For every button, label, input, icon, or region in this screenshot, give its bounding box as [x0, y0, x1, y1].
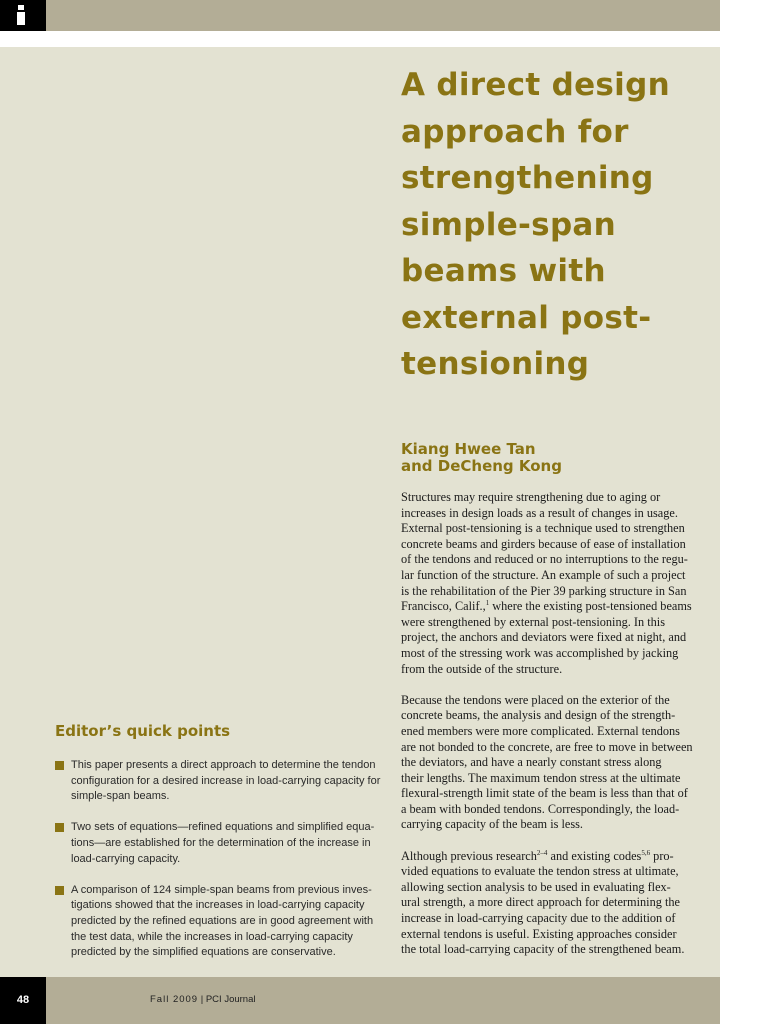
- square-bullet-icon: [55, 761, 64, 770]
- quick-point-item: This paper presents a direct approach to determine the tendon configuration for a desired increase in load-carrying capacity for simple-span beams.: [55, 758, 375, 805]
- citation-1: 1: [485, 599, 490, 608]
- quick-point-item: Two sets of equations—refined equations and simplified equa- tions—are established for the determination of the increase in load-carrying capacity.: [55, 820, 375, 867]
- square-bullet-icon: [55, 823, 64, 832]
- footer-issue-date: Fall 2009: [150, 994, 199, 1005]
- page-number: 48: [16, 994, 30, 1006]
- author-line-2: and DeCheng Kong: [401, 457, 562, 475]
- citation-2-4: 2–4: [536, 848, 548, 857]
- footer-band: [46, 977, 720, 1024]
- footer-journal: PCI Journal: [205, 994, 256, 1005]
- info-icon: [14, 5, 28, 25]
- footer-separator: |: [200, 994, 204, 1005]
- body-paragraph-1: Structures may require strengthening due to aging or increases in design loads as a result of changes in usage. External post-tensioning is a technique used to strengthen concrete beams and girders because of ease of installation of the tendons and reduced or no interruptions to the regu- lar function of the structure. An example of such a project is the rehabilitation of the Pier 39 parking structure in San Francisco, Calif.,$^1$ where the existing post-tensioned beams were strengthened by external post-tensioning. In this project, the anchors and deviators were fixed at night, and most of the stressing work was accomplished by jacking from the outside of the structure.: [401, 490, 692, 676]
- body-paragraph-2: Because the tendons were placed on the exterior of the concrete beams, the analysis and design of the strength- ened members were more complicated. External tendons are not bonded to the concrete, are free to move in between the deviators, and have a nearly constant stress along their lengths. The maximum tendon stress at the ultimate flexural-strength limit state of the beam is less than that of a beam with bonded tendons. Correspondingly, the load- carrying capacity of the beam is less.: [401, 692, 693, 832]
- footer-issue: [150, 994, 255, 1005]
- citation-5-6: 5,6: [641, 848, 651, 857]
- header-black-block: [0, 0, 46, 31]
- quick-points-heading: Editor’s quick points: [55, 722, 231, 740]
- article-authors: [401, 441, 719, 475]
- quick-points-list: [55, 758, 381, 976]
- author-line-1: Kiang Hwee Tan: [401, 440, 536, 458]
- article-body: [401, 490, 715, 973]
- square-bullet-icon: [55, 886, 64, 895]
- body-paragraph-3: Although previous research$^{2-4}$ and existing codes$^{5,6}$ pro- vided equations to evaluate the tendon stress at ultimate, allowing section analysis to be used in evaluating flex- ural strength, a more direct approach for determining the increase in load-carrying capacity due to the addition of external tendons is useful. Existing approaches consider the total load-carrying capacity of the strengthened beam.: [401, 848, 685, 957]
- header-band: [46, 0, 720, 31]
- article-title: A direct design approach for strengthening simple-span beams with external post-tensioning: [401, 67, 670, 382]
- quick-point-item: A comparison of 124 simple-span beams from previous inves- tigations showed that the increases in load-carrying capacity predicted by the refined equations are in good agreement with the test data, while the increases in load-carrying capacity predicted by the simplified equations are conservative.: [55, 883, 375, 961]
